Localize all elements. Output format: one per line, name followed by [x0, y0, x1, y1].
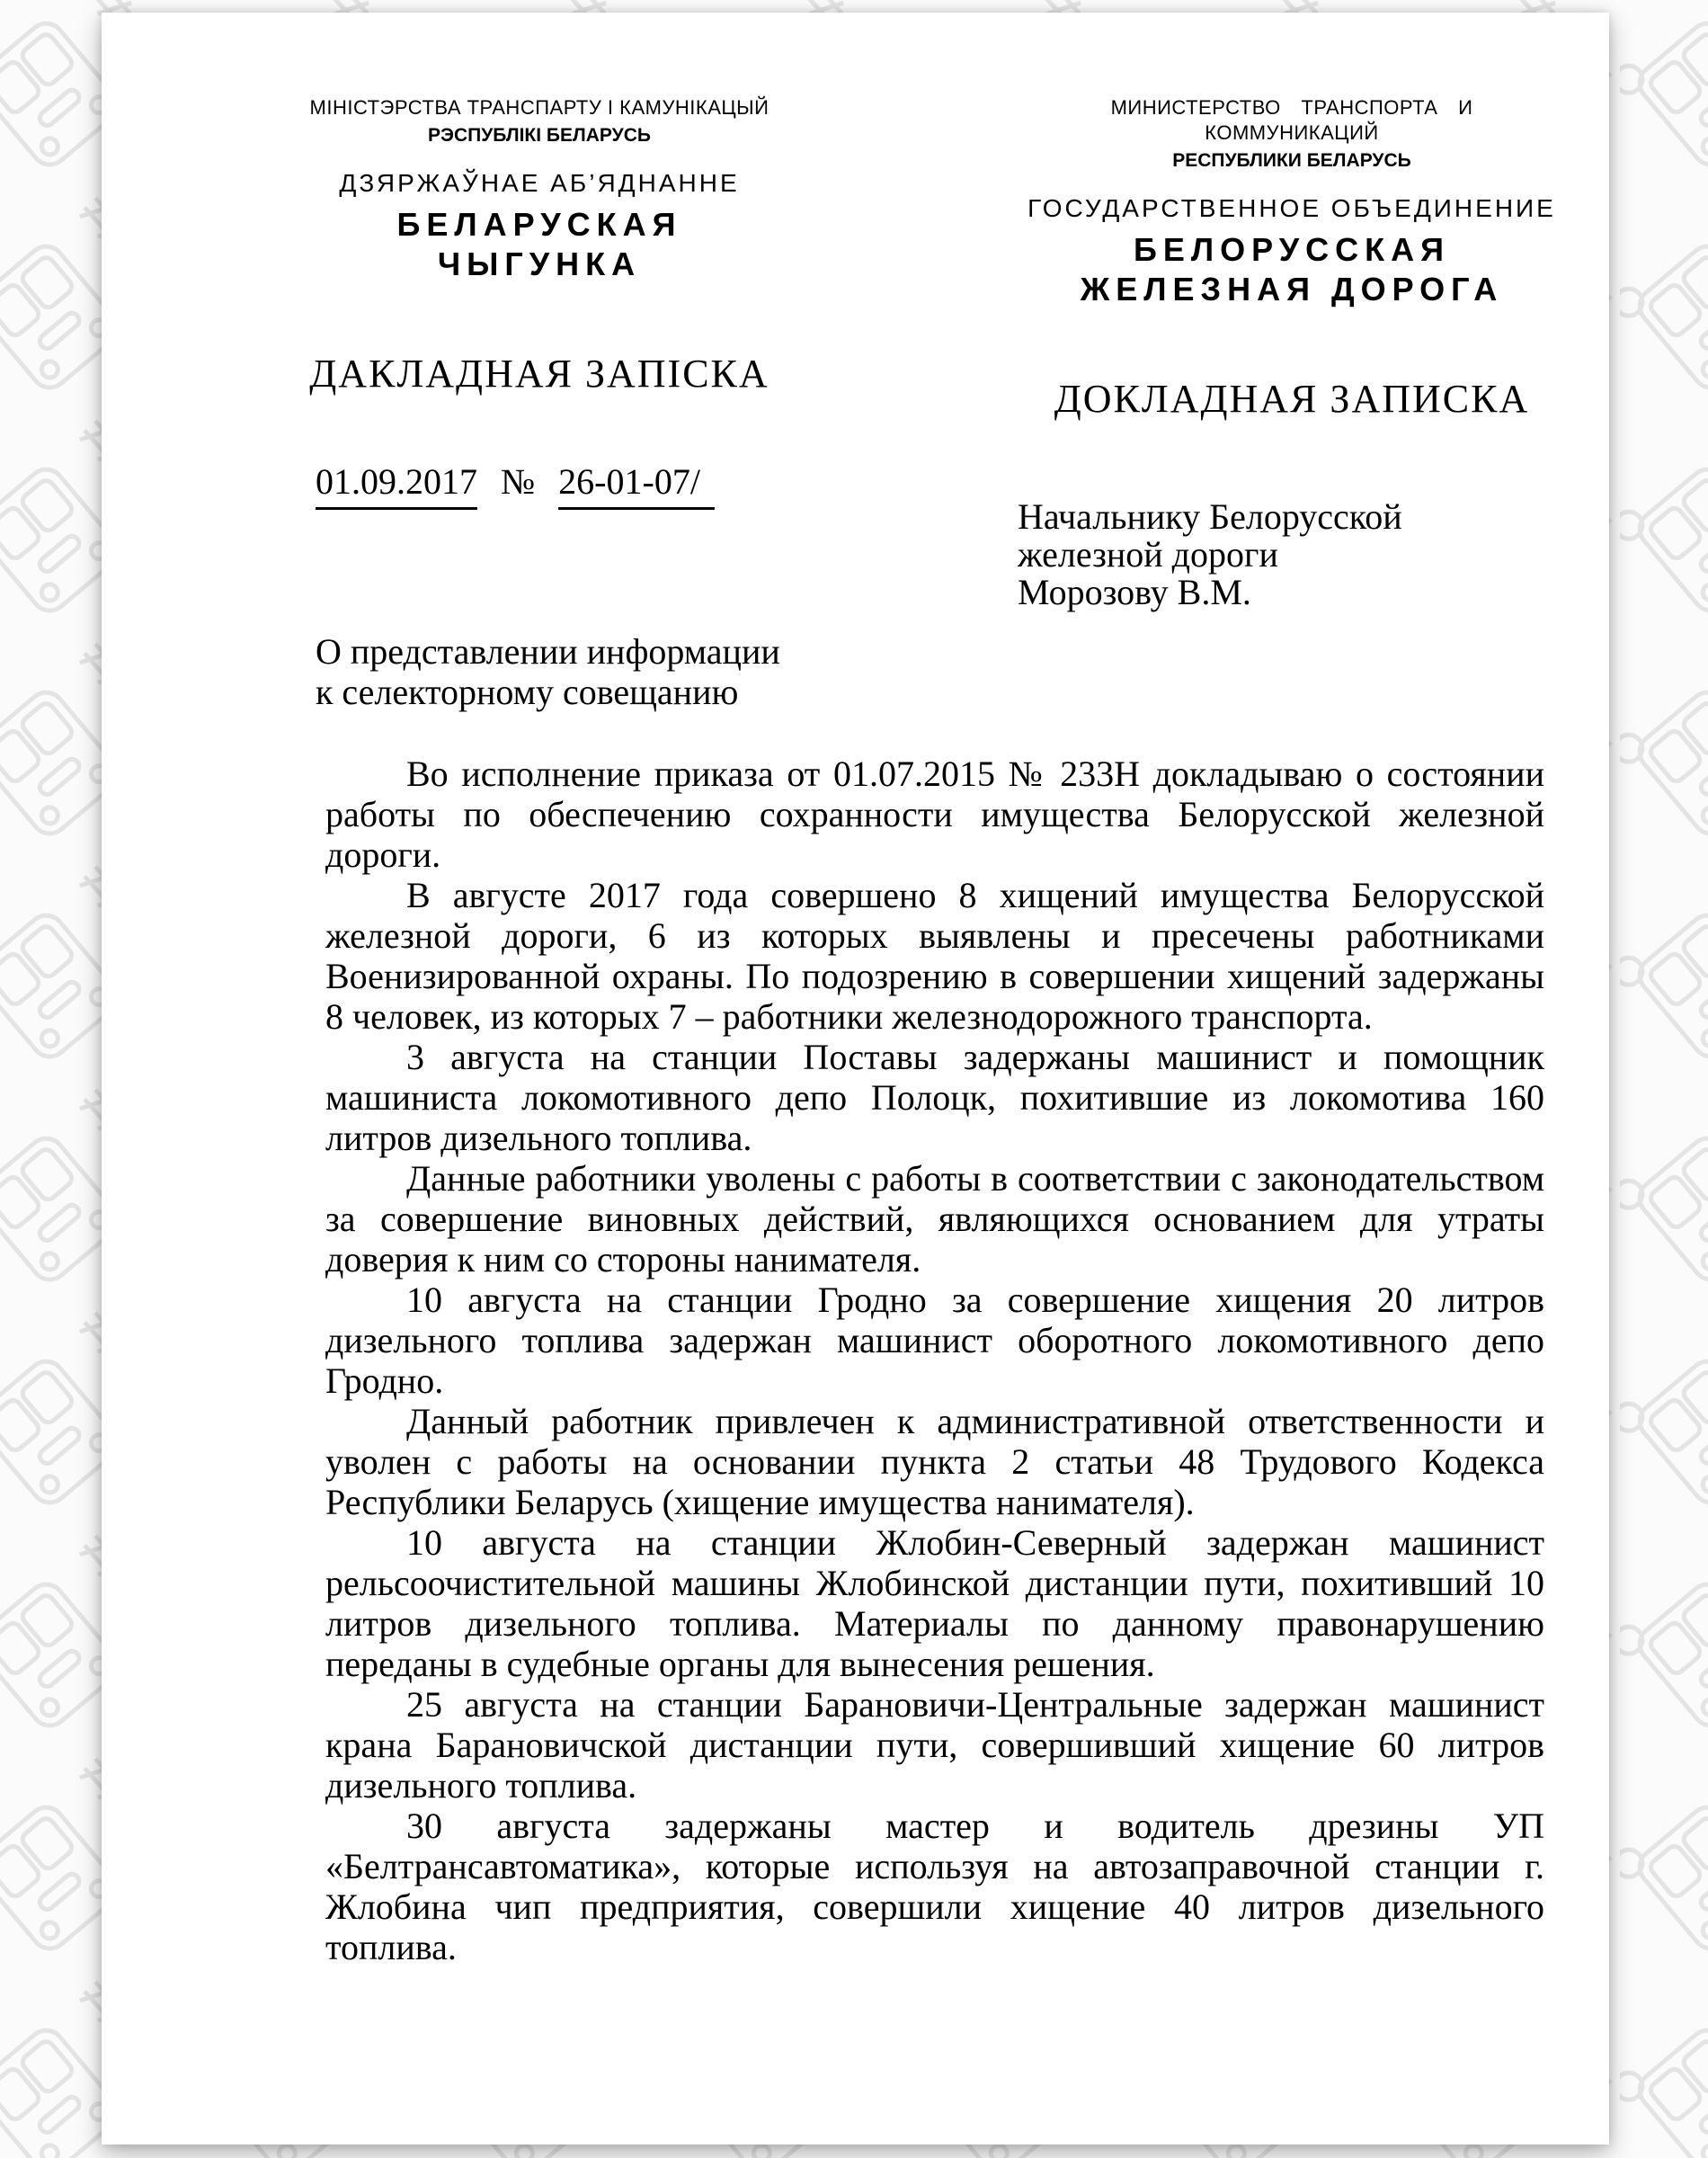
org-name-by	[288, 205, 791, 284]
doc-number: 26-01-07/	[558, 460, 715, 510]
addressee-line: Начальнику Белорусской	[1018, 496, 1402, 537]
body-paragraph: Во исполнение приказа от 01.07.2015 № 233Н докладываю о состоянии работы по обеспечению сохранности имущества Белорусской железной дороги.	[325, 754, 1544, 875]
association-name-ru: ГОСУДАРСТВЕННОЕ ОБЪЕДИНЕНИЕ	[1027, 194, 1556, 222]
doc-type-ru: ДОКЛАДНАЯ ЗАПИСКА	[1054, 377, 1530, 421]
addressee-line: Морозову В.М.	[1018, 572, 1251, 612]
association-name-by: ДЗЯРЖАЎНАЕ АБ’ЯДНАННЕ	[339, 169, 740, 197]
document-body	[325, 754, 1544, 1967]
body-paragraph: Данные работники уволены с работы в соответствии с законодательством за совершение виновных действий, являющихся основанием для утраты доверия к ним со стороны нанимателя.	[325, 1158, 1544, 1280]
addressee-block	[1018, 498, 1402, 611]
subject-line: О представлении информации	[316, 631, 780, 672]
doc-type-by: ДАКЛАДНАЯ ЗАПІСКА	[309, 352, 769, 396]
subject-block	[316, 631, 780, 712]
ministry-name-ru: МИНИСТЕРСТВО ТРАНСПОРТА И КОММУНИКАЦИЙ	[1110, 96, 1473, 144]
body-paragraph: В августе 2017 года совершено 8 хищений имущества Белорусской железной дороги, 6 из которых выявлены и пресечены работниками Военизированной охраны. По подозрению в совершении хищений задержаны 8 человек, из которых 7 – работники железнодорожного транспорта.	[325, 875, 1544, 1037]
org-name-ru	[1019, 230, 1565, 309]
addressee-line: железной дороги	[1018, 534, 1278, 575]
body-paragraph: 25 августа на станции Барановичи-Центральные задержан машинист крана Барановичской дистанции пути, совершивший хищение 60 литров дизельного топлива.	[325, 1684, 1544, 1806]
ministry-country-ru: РЕСПУБЛИКИ БЕЛАРУСЬ	[1172, 150, 1411, 171]
org-name-by-line1: БЕЛАРУСКАЯ	[396, 206, 682, 243]
org-name-ru-line2: ЖЕЛЕЗНАЯ ДОРОГА	[1080, 271, 1504, 308]
body-paragraph: Данный работник привлечен к административной ответственности и уволен с работы на основании пункта 2 статьи 48 Трудового Кодекса Республики Беларусь (хищение имущества нанимателя).	[325, 1401, 1544, 1522]
letterhead-right	[1019, 95, 1565, 422]
letterhead-left	[288, 95, 791, 397]
body-paragraph: 3 августа на станции Поставы задержаны машинист и помощник машиниста локомотивного депо Полоцк, похитившие из локомотива 160 литров дизельного топлива.	[325, 1037, 1544, 1158]
ministry-country-by: РЭСПУБЛІКІ БЕЛАРУСЬ	[428, 125, 651, 146]
doc-date: 01.09.2017	[316, 460, 477, 510]
subject-line: к селекторному совещанию	[316, 672, 739, 712]
org-name-by-line2: ЧЫГУНКА	[437, 245, 642, 282]
body-paragraph: 30 августа задержаны мастер и водитель дрезины УП «Белтрансавтоматика», которые используя на автозаправочной станции г. Жлобина чип предприятия, совершили хищение 40 литров дизельного топлива.	[325, 1806, 1544, 1967]
org-name-ru-line1: БЕЛОРУССКАЯ	[1134, 231, 1450, 268]
body-paragraph: 10 августа на станции Жлобин-Северный задержан машинист рельсоочистительной машины Жлобинской дистанции пути, похитивший 10 литров дизельного топлива. Материалы по данному правонарушению переданы в судебные органы для вынесения решения.	[325, 1522, 1544, 1684]
number-sign: №	[501, 461, 536, 502]
reference-row	[316, 460, 715, 510]
body-paragraph: 10 августа на станции Гродно за совершение хищения 20 литров дизельного топлива задержан машинист оборотного локомотивного депо Гродно.	[325, 1280, 1544, 1401]
ministry-name-by: МІНІСТЭРСТВА ТРАНСПАРТУ І КАМУНІКАЦЫЙ	[309, 96, 769, 119]
document-page	[102, 13, 1609, 2145]
